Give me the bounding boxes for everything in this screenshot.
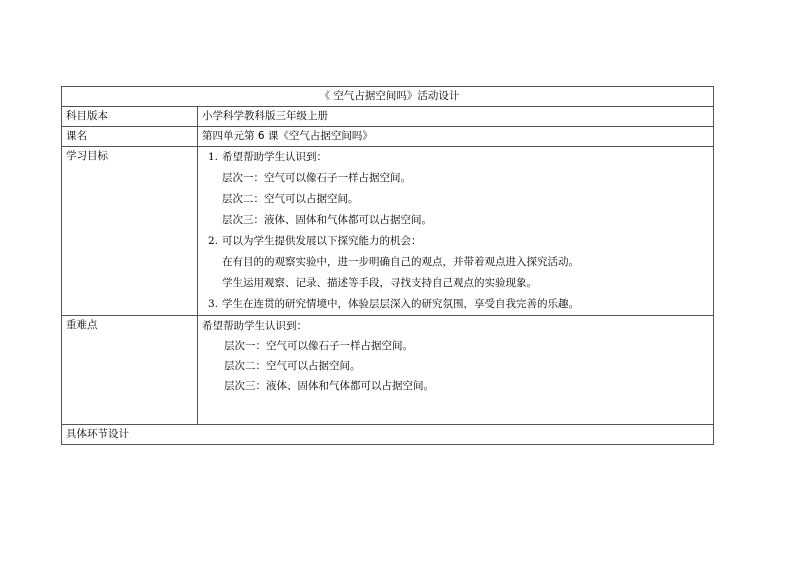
lesson-row: [62, 127, 714, 147]
key-point-item: 层次一：空气可以像石子一样占据空间。: [224, 340, 413, 352]
goals-label: 学习目标: [62, 147, 198, 316]
goal-item: [200, 294, 713, 315]
goal-item: [200, 147, 713, 168]
lesson-label: 课名: [62, 127, 198, 147]
goal-item: 在有目的的观察实验中，进一步明确自己的观点，并带着观点进入探究活动。: [222, 256, 579, 268]
goal-text: 希望帮助学生认识到：: [222, 151, 327, 163]
goal-item: [200, 231, 713, 252]
document-title: 《 空气占据空间吗》活动设计: [62, 87, 714, 107]
goal-number: 1.: [208, 151, 219, 163]
goal-item: 学生运用观察、记录、描述等手段，寻找支持自己观点的实验现象。: [222, 277, 537, 289]
title-row: [62, 87, 714, 107]
subject-label: 科目版本: [62, 107, 198, 127]
key-points-content: [198, 316, 714, 425]
design-label: 具体环节设计: [62, 425, 714, 445]
subject-row: [62, 107, 714, 127]
goal-item: 层次二：空气可以占据空间。: [222, 193, 359, 205]
key-points-row: [62, 316, 714, 425]
subject-value: 小学科学教科版三年级上册: [198, 107, 714, 127]
goals-content: [198, 147, 714, 316]
key-points-intro: 希望帮助学生认识到：: [202, 320, 307, 332]
design-row: [62, 425, 714, 445]
lesson-value: 第四单元第 6 课《空气占据空间吗》: [198, 127, 714, 147]
key-points-label: 重难点: [62, 316, 198, 425]
goal-number: 3.: [208, 298, 219, 310]
goal-item: 层次三：液体、固体和气体都可以占据空间。: [222, 214, 432, 226]
goal-number: 2.: [208, 235, 219, 247]
key-point-item: 层次二：空气可以占据空间。: [224, 360, 361, 372]
goal-item: 层次一：空气可以像石子一样占据空间。: [222, 172, 411, 184]
goal-text: 学生在连贯的研究情境中，体验层层深入的研究氛围，享受自我完善的乐趣。: [222, 298, 579, 310]
activity-design-table: [61, 86, 714, 445]
goal-text: 可以为学生提供发展以下探究能力的机会：: [222, 235, 422, 247]
key-point-item: 层次三：液体、固体和气体都可以占据空间。: [224, 380, 434, 392]
goals-row: [62, 147, 714, 316]
